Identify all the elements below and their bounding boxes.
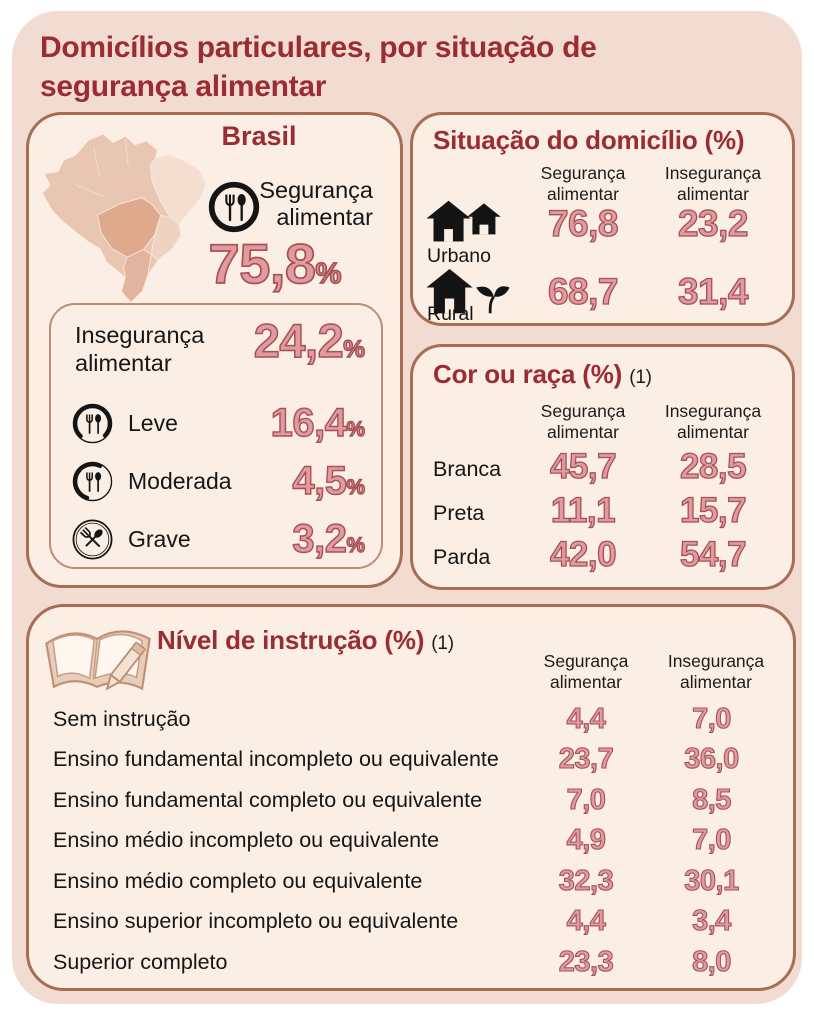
column-header-line: Segurança (540, 401, 626, 421)
percent-sign: % (315, 258, 342, 290)
column-header-inseguranca (650, 651, 782, 692)
inseguranca-label: Insegurança alimentar (75, 322, 205, 377)
row-label: Ensino médio completo ou equivalente (53, 868, 423, 893)
percent-sign: % (346, 417, 365, 441)
panel-title-text: Cor ou raça (%) (433, 359, 623, 389)
urbano-label: Urbano (427, 245, 491, 267)
inseguranca-value: 30,1 (684, 864, 739, 897)
nivel-instrucao-panel (26, 604, 796, 991)
table-row (53, 902, 777, 943)
cor-raca-panel (410, 344, 795, 590)
level-label: Grave (128, 525, 191, 552)
seguranca-value: 4,9 (566, 824, 606, 857)
row-label: Ensino fundamental incompleto ou equivalente (53, 747, 499, 772)
inseguranca-value: 7,0 (692, 824, 731, 857)
inseguranca-value: 36,0 (684, 743, 739, 776)
column-header-line: Segurança (543, 651, 629, 671)
parda-inseguranca-value: 54,7 (679, 535, 747, 574)
open-book-pencil-icon (37, 611, 159, 711)
rural-label: Rural (427, 303, 474, 325)
parda-seguranca-value: 42,0 (549, 535, 617, 574)
crossed-spoon-fork-circle-icon (69, 516, 116, 563)
seguranca-value: 23,3 (558, 945, 614, 978)
level-value-number: 4,5 (292, 458, 347, 503)
column-header-line: alimentar (547, 421, 619, 442)
branca-inseguranca-value: 28,5 (679, 447, 747, 486)
fork-spoon-ring-half-icon (69, 458, 116, 505)
table-row (53, 821, 777, 862)
domicilio-panel-title: Situação do domicílio (%) (433, 125, 745, 155)
main-card (12, 11, 802, 1004)
seguranca-label: Segurança alimentar (259, 177, 373, 231)
branca-label: Branca (433, 457, 502, 481)
column-header-line: alimentar (550, 671, 622, 692)
parda-label: Parda (433, 545, 491, 569)
level-value (292, 459, 365, 504)
inseguranca-value: 8,5 (692, 783, 731, 816)
cor-raca-panel-title (433, 359, 652, 390)
column-header-seguranca (526, 651, 646, 692)
brasil-panel-title: Brasil (221, 121, 297, 151)
column-header-line: alimentar (547, 183, 619, 204)
table-row (53, 699, 777, 740)
fork-spoon-ring-three-quarter-icon (69, 400, 116, 447)
footnote-marker: (1) (629, 367, 652, 388)
preta-label: Preta (433, 501, 485, 525)
seguranca-value: 7,0 (566, 783, 606, 816)
level-label: Moderada (128, 467, 232, 494)
seguranca-value (165, 231, 385, 296)
column-header-line: Insegurança (664, 163, 762, 183)
inseguranca-value-number: 24,2 (253, 314, 344, 367)
level-value-number: 3,2 (292, 516, 347, 561)
level-value-number: 16,4 (270, 400, 347, 445)
table-row (53, 861, 777, 902)
panel-title-text: Nível de instrução (%) (157, 625, 425, 655)
footnote-marker: (1) (431, 633, 454, 654)
column-header-line: alimentar (680, 671, 752, 692)
inseguranca-value: 7,0 (692, 702, 731, 735)
row-label: Ensino fundamental completo ou equivalente (53, 787, 483, 812)
inseguranca-value (254, 313, 365, 368)
nivel-instrucao-panel-title (157, 625, 454, 656)
preta-seguranca-value: 11,1 (550, 491, 616, 530)
row-label: Ensino médio incompleto ou equivalente (53, 828, 440, 853)
column-header-line: Insegurança (667, 651, 765, 671)
branca-seguranca-value: 45,7 (549, 447, 617, 486)
level-value (292, 517, 365, 562)
level-row-leve (69, 397, 365, 449)
page-title: Domicílios particulares, por situação de segurança alimentar (40, 31, 597, 103)
inseguranca-box (49, 303, 383, 569)
level-row-moderada (69, 455, 365, 507)
table-row (53, 740, 777, 781)
education-table (53, 699, 777, 983)
percent-sign: % (346, 533, 365, 557)
seguranca-value-number: 75,8 (208, 232, 316, 295)
row-label: Sem instrução (53, 706, 191, 731)
percent-sign: % (346, 475, 365, 499)
brasil-panel (26, 112, 403, 588)
level-value (271, 401, 365, 446)
urbano-inseguranca-value: 23,2 (677, 203, 748, 244)
column-header-line: alimentar (677, 421, 749, 442)
row-label: Ensino superior incompleto ou equivalente (53, 909, 459, 934)
table-row (53, 780, 777, 821)
seguranca-value: 23,7 (558, 743, 614, 776)
column-header-inseguranca (645, 163, 781, 204)
seguranca-value: 4,4 (566, 905, 606, 938)
column-header-seguranca (521, 401, 645, 442)
two-houses-icon (425, 199, 511, 245)
column-header-line: alimentar (677, 183, 749, 204)
seguranca-value: 32,3 (558, 864, 614, 897)
column-header-inseguranca (645, 401, 781, 442)
column-header-line: Insegurança (664, 401, 762, 421)
row-label: Superior completo (53, 949, 228, 974)
level-row-grave (69, 513, 365, 565)
column-header-line: Segurança (540, 163, 626, 183)
percent-sign: % (343, 336, 365, 363)
inseguranca-value: 8,0 (692, 945, 731, 978)
seguranca-value: 4,4 (566, 702, 606, 735)
level-label: Leve (128, 409, 178, 436)
table-row (53, 942, 777, 983)
rural-seguranca-value: 68,7 (547, 271, 618, 312)
inseguranca-value: 3,4 (692, 905, 731, 938)
urbano-seguranca-value: 76,8 (547, 203, 618, 244)
rural-inseguranca-value: 31,4 (677, 271, 748, 312)
preta-inseguranca-value: 15,7 (679, 491, 747, 530)
domicilio-panel (410, 112, 795, 326)
column-header-seguranca (521, 163, 645, 204)
